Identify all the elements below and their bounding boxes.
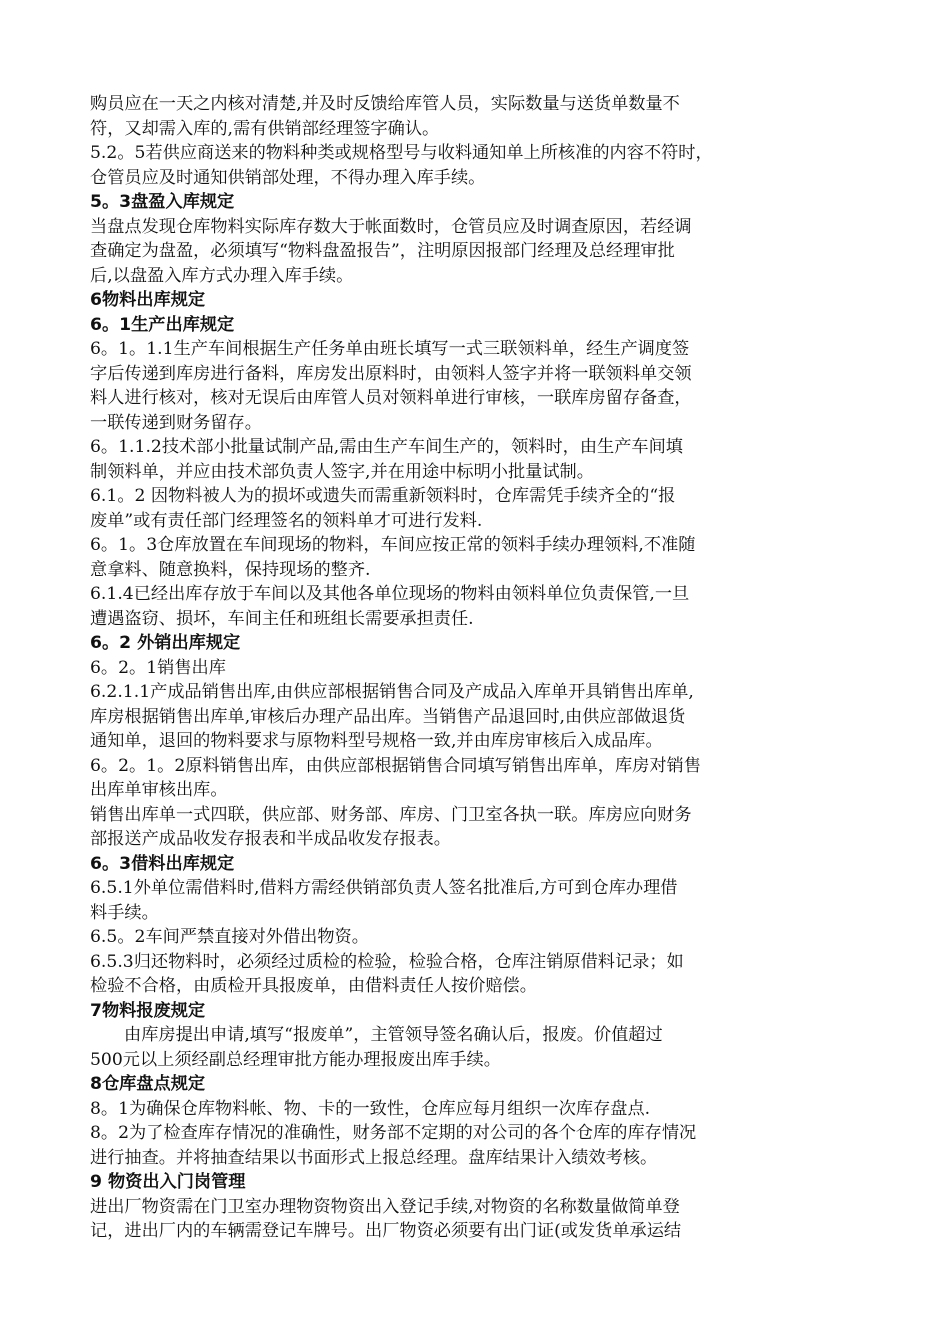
section-heading: 6。1生产出库规定 [90, 314, 235, 335]
paragraph-line: 料手续。 [90, 902, 159, 923]
paragraph-line: 库房根据销售出库单,审核后办理产品出库。当销售产品退回时,由供应部做退货 [90, 706, 686, 727]
paragraph-line: 部报送产成品收发存报表和半成品收发存报表。 [90, 829, 451, 849]
paragraph-line: 一联传递到财务留存。 [90, 412, 262, 433]
section-heading: 9 物资出入门岗管理 [90, 1172, 246, 1192]
paragraph-line: 进行抽查。并将抽查结果以书面形式上报总经理。盘库结果计入绩效考核。 [90, 1147, 658, 1168]
paragraph-line: 6.1。2 因物料被人为的损坏或遗失而需重新领料时，仓库需凭手续齐全的“报 [90, 486, 676, 506]
section-heading: 8仓库盘点规定 [90, 1074, 206, 1094]
paragraph-line: 查确定为盘盈，必须填写“物料盘盈报告”，注明原因报部门经理及总经理审批 [90, 241, 675, 261]
paragraph-line: 6.5.1外单位需借料时,借料方需经供销部负责人签名批准后,方可到仓库办理借 [90, 878, 678, 898]
paragraph-line: 500元以上须经副总经理审批方能办理报废出库手续。 [90, 1049, 501, 1070]
paragraph-line: 进出厂物资需在门卫室办理物资物资出入登记手续,对物资的名称数量做简单登 [90, 1196, 680, 1217]
paragraph-line: 遭遇盗窃、损坏，车间主任和班组长需要承担责任. [90, 608, 474, 629]
paragraph-line: 记，进出厂内的车辆需登记车牌号。出厂物资必须要有出门证(或发货单承运结 [90, 1221, 682, 1241]
document-body [90, 92, 890, 1244]
section-heading: 6物料出库规定 [90, 290, 206, 310]
paragraph-line: 销售出库单一式四联，供应部、财务部、库房、门卫室各执一联。库房应向财务 [90, 804, 692, 825]
paragraph-line: 废单”或有责任部门经理签名的领料单才可进行发料. [90, 510, 483, 531]
paragraph-line: 6.5.3归还物料时，必须经过质检的检验，检验合格，仓库注销原借料记录；如 [90, 951, 684, 972]
paragraph-line: 由库房提出申请,填写“报废单”，主管领导签名确认后，报废。价值超过 [124, 1025, 663, 1045]
paragraph-line: 制领料单，并应由技术部负责人签字,并在用途中标明小批量试制。 [90, 461, 594, 482]
paragraph-line: 8。1为确保仓库物料帐、物、卡的一致性，仓库应每月组织一次库存盘点. [90, 1098, 651, 1119]
paragraph-line: 8。2为了检查库存情况的准确性，财务部不定期的对公司的各个仓库的库存情况 [90, 1123, 697, 1143]
section-heading: 7物料报废规定 [90, 1000, 206, 1021]
paragraph-line: 出库单审核出库。 [90, 780, 228, 800]
section-heading: 6。2 外销出库规定 [90, 633, 241, 653]
paragraph-line: 意拿料、随意换料，保持现场的整齐. [90, 559, 371, 580]
section-heading: 6。3借料出库规定 [90, 853, 235, 874]
paragraph-line: 后,以盘盈入库方式办理入库手续。 [90, 265, 354, 286]
paragraph-line: 6。1.1.2技术部小批量试制产品,需由生产车间生产的，领料时，由生产车间填 [90, 437, 683, 457]
paragraph-line: 6。2。1。2原料销售出库，由供应部根据销售合同填写销售出库单，库房对销售 [90, 755, 701, 776]
paragraph-line: 6.5。2车间严禁直接对外借出物资。 [90, 927, 369, 947]
paragraph-line: 6.1.4已经出库存放于车间以及其他各单位现场的物料由领料单位负责保管,一旦 [90, 584, 690, 604]
paragraph-line: 符，又却需入库的,需有供销部经理签字确认。 [90, 118, 440, 139]
paragraph-line: 购员应在一天之内核对清楚,并及时反馈给库管人员，实际数量与送货单数量不 [90, 94, 680, 114]
paragraph-line: 字后传递到库房进行备料，库房发出原料时，由领料人签字并将一联领料单交领 [90, 363, 692, 384]
paragraph-line: 6。1。3仓库放置在车间现场的物料，车间应按正常的领料手续办理领料,不准随 [90, 535, 696, 555]
paragraph-line: 当盘点发现仓库物料实际库存数大于帐面数时，仓管员应及时调查原因，若经调 [90, 216, 692, 237]
paragraph-line: 料人进行核对，核对无误后由库管人员对领料单进行审核，一联库房留存备查， [90, 388, 692, 408]
paragraph-line: 6。1。1.1生产车间根据生产任务单由班长填写一式三联领料单，经生产调度签 [90, 339, 690, 359]
paragraph-line: 检验不合格，由质检开具报废单，由借料责任人按价赔偿。 [90, 976, 537, 996]
section-heading: 5。3盘盈入库规定 [90, 192, 235, 212]
paragraph-line: 6.2.1.1产成品销售出库,由供应部根据销售合同及产成品入库单开具销售出库单, [90, 682, 694, 702]
paragraph-line: 5.2。5若供应商送来的物料种类或规格型号与收料通知单上所核准的内容不符时， [90, 143, 713, 163]
paragraph-line: 6。2。1销售出库 [90, 657, 226, 678]
paragraph-line: 仓管员应及时通知供销部处理，不得办理入库手续。 [90, 167, 486, 188]
paragraph-line: 通知单，退回的物料要求与原物料型号规格一致,并由库房审核后入成品库。 [90, 731, 663, 751]
